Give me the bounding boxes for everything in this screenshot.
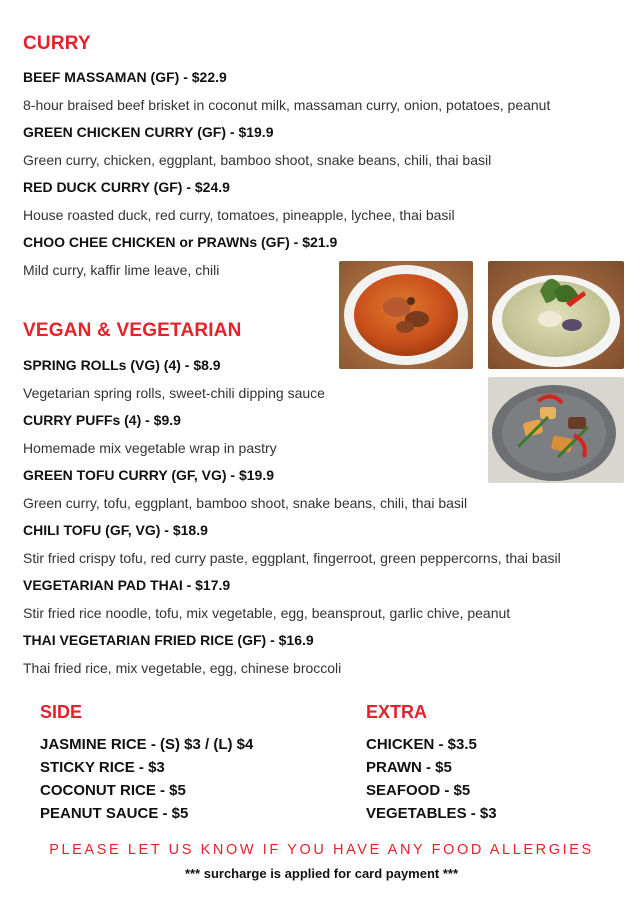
menu-item-name: CURRY PUFFs (4) - $9.9 bbox=[23, 412, 181, 428]
menu-item-name: VEGETARIAN PAD THAI - $17.9 bbox=[23, 577, 231, 593]
side-section-title: SIDE bbox=[40, 702, 83, 722]
menu-item-name: GREEN TOFU CURRY (GF, VG) - $19.9 bbox=[23, 467, 275, 483]
menu-item-name: CHILI TOFU (GF, VG) - $18.9 bbox=[23, 522, 208, 538]
menu-item-description: Homemade mix vegetable wrap in pastry bbox=[23, 440, 277, 456]
vegan-section-title: VEGAN & VEGETARIAN bbox=[23, 320, 242, 341]
menu-item-name: THAI VEGETARIAN FRIED RICE (GF) - $16.9 bbox=[23, 632, 314, 648]
menu-item-name: BEEF MASSAMAN (GF) - $22.9 bbox=[23, 69, 227, 85]
extra-item: PRAWN - $5 bbox=[366, 759, 452, 776]
side-item: JASMINE RICE - (S) $3 / (L) $4 bbox=[40, 736, 254, 753]
menu-item-description: 8-hour braised beef brisket in coconut milk, massaman curry, onion, potatoes, peanut bbox=[23, 97, 551, 113]
menu-item-description: House roasted duck, red curry, tomatoes, pineapple, lychee, thai basil bbox=[23, 207, 455, 223]
menu-item-name: SPRING ROLLs (VG) (4) - $8.9 bbox=[23, 357, 221, 373]
menu-item-name: CHOO CHEE CHICKEN or PRAWNs (GF) - $21.9 bbox=[23, 234, 338, 250]
extra-section-title: EXTRA bbox=[366, 702, 428, 722]
menu-item-name: RED DUCK CURRY (GF) - $24.9 bbox=[23, 179, 230, 195]
menu-item-description: Stir fried rice noodle, tofu, mix vegetable, egg, beansprout, garlic chive, peanut bbox=[23, 605, 511, 621]
green-curry-bowl-photo bbox=[488, 261, 624, 369]
red-curry-bowl-photo bbox=[339, 261, 473, 369]
menu-item-description: Stir fried crispy tofu, red curry paste, eggplant, fingerroot, green peppercorns, thai basil bbox=[23, 550, 561, 566]
allergy-notice: PLEASE LET US KNOW IF YOU HAVE ANY FOOD ALLERGIES bbox=[49, 842, 594, 858]
menu-item-description: Mild curry, kaffir lime leave, chili bbox=[23, 262, 220, 278]
extra-item: SEAFOOD - $5 bbox=[366, 782, 471, 799]
curry-section-title: CURRY bbox=[23, 33, 91, 54]
surcharge-notice: *** surcharge is applied for card payment *** bbox=[184, 866, 459, 881]
extra-item: CHICKEN - $3.5 bbox=[366, 736, 477, 753]
extra-item: VEGETABLES - $3 bbox=[366, 805, 497, 822]
side-item: PEANUT SAUCE - $5 bbox=[40, 805, 189, 822]
menu-item-description: Green curry, tofu, eggplant, bamboo shoot, snake beans, chili, thai basil bbox=[23, 495, 468, 511]
chili-tofu-plate-photo bbox=[488, 377, 624, 483]
side-item: COCONUT RICE - $5 bbox=[40, 782, 186, 799]
menu-item-description: Thai fried rice, mix vegetable, egg, chinese broccoli bbox=[23, 660, 342, 676]
menu-item-description: Vegetarian spring rolls, sweet-chili dipping sauce bbox=[23, 385, 325, 401]
side-item: STICKY RICE - $3 bbox=[40, 759, 165, 776]
menu-item-description: Green curry, chicken, eggplant, bamboo shoot, snake beans, chili, thai basil bbox=[23, 152, 492, 168]
menu-item-name: GREEN CHICKEN CURRY (GF) - $19.9 bbox=[23, 124, 274, 140]
